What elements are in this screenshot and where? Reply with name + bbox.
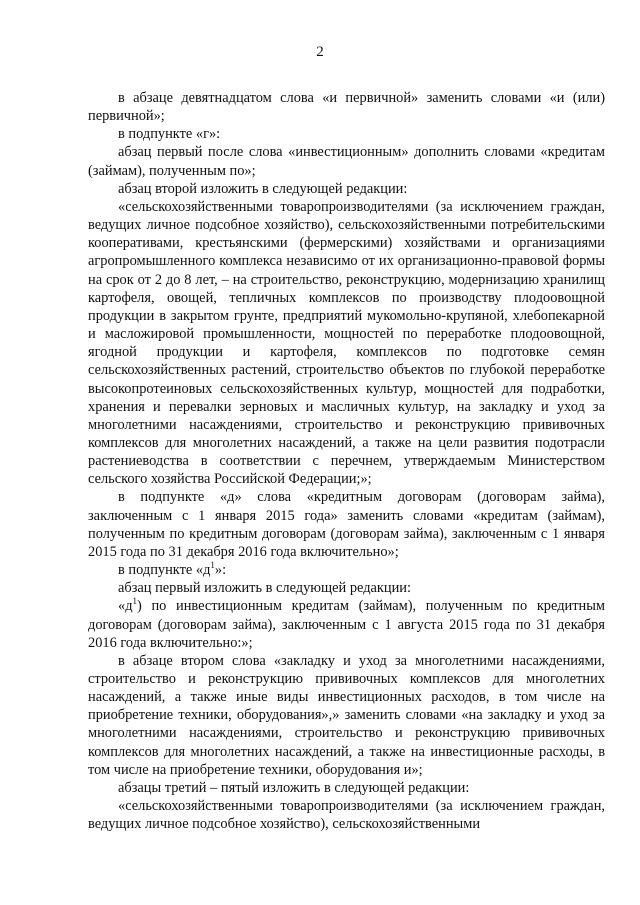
superscript: 1 bbox=[132, 596, 138, 607]
paragraph-text: в подпункте «д bbox=[118, 562, 211, 579]
paragraph: «сельскохозяйственными товаропроизводителями (за исключением граждан, ведущих личное подсобное хозяйство), сельскохозяйственными потребительскими кооперативами, крестьянскими (фермерскими) хозяйствами и организациями агропромышленного комплекса независимо от их организационно-правовой формы на срок от 2 до 8 лет, – на строительство, реконструкцию, модернизацию хранилищ картофеля, овощей, тепличных комплексов по производству плодоовощной продукции в закрытом грунте, предприятий мукомольно-крупяной, хлебопекарной и масложировой промышленности, мощностей по переработке плодоовощной, ягодной продукции и картофеля, комплексов по подготовке семян сельскохозяйственных растений, строительство объектов по глубокой переработке высокопротеиновых сельскохозяйственных культур, мощностей для подработки, хранения и перевалки зерновых и масличных культур, на закладку и уход за многолетними насаждениями, строительство и реконструкцию прививочных комплексов для многолетних насаждений, а также на цели развития подотрасли растениеводства в соответствии с перечнем, утверждаемым Министерством сельского хозяйства Российской Федерации;»; bbox=[88, 198, 605, 488]
paragraph-text: ) по инвестиционным кредитам (займам), полученным по кредитным договорам (договорам займа), заключенным с 1 августа 2015 года по 31 декабря 2016 года включительно:»; bbox=[88, 598, 605, 651]
paragraph-text: »: bbox=[214, 562, 227, 579]
paragraph: «сельскохозяйственными товаропроизводителями (за исключением граждан, ведущих личное подсобное хозяйство), сельскохозяйственными bbox=[88, 798, 605, 833]
page-number: 2 bbox=[316, 44, 324, 60]
paragraph bbox=[88, 597, 605, 651]
paragraph-text: «д bbox=[118, 598, 133, 615]
paragraph: в подпункте «д» слова «кредитным договорам (договорам займа), заключенным с 1 января 2015 года» заменить словами «кредитам (займам), полученным по кредитным договорам (договорам займа), заключенным с 1 января 2015 года по 31 декабря 2016 года включительно»; bbox=[88, 489, 605, 560]
paragraph: в абзаце втором слова «закладку и уход за многолетними насаждениями, строительство и реконструкцию прививочных комплексов для многолетних насаждений, а также иные виды инвестиционных расходов, в том числе на приобретение техники, оборудования»,» заменить словами «на закладку и уход за многолетними насаждениями, строительство и реконструкцию прививочных комплексов для многолетних насаждений, а также на инвестиционные расходы, в том числе на приобретение техники, оборудования и»; bbox=[88, 652, 605, 778]
paragraph: абзацы третий – пятый изложить в следующей редакции: bbox=[118, 779, 470, 796]
paragraph: абзац второй изложить в следующей редакции: bbox=[118, 180, 408, 197]
superscript: 1 bbox=[210, 560, 215, 571]
paragraph: абзац первый изложить в следующей редакции: bbox=[118, 580, 412, 597]
paragraph: в абзаце девятнадцатом слова «и первичной» заменить словами «и (или) первичной»; bbox=[88, 90, 605, 125]
document-body bbox=[88, 89, 605, 833]
paragraph: в подпункте «г»: bbox=[118, 126, 221, 143]
paragraph: абзац первый после слова «инвестиционным» дополнить словами «кредитам (займам), полученным по»; bbox=[88, 144, 605, 179]
paragraph bbox=[88, 561, 605, 579]
